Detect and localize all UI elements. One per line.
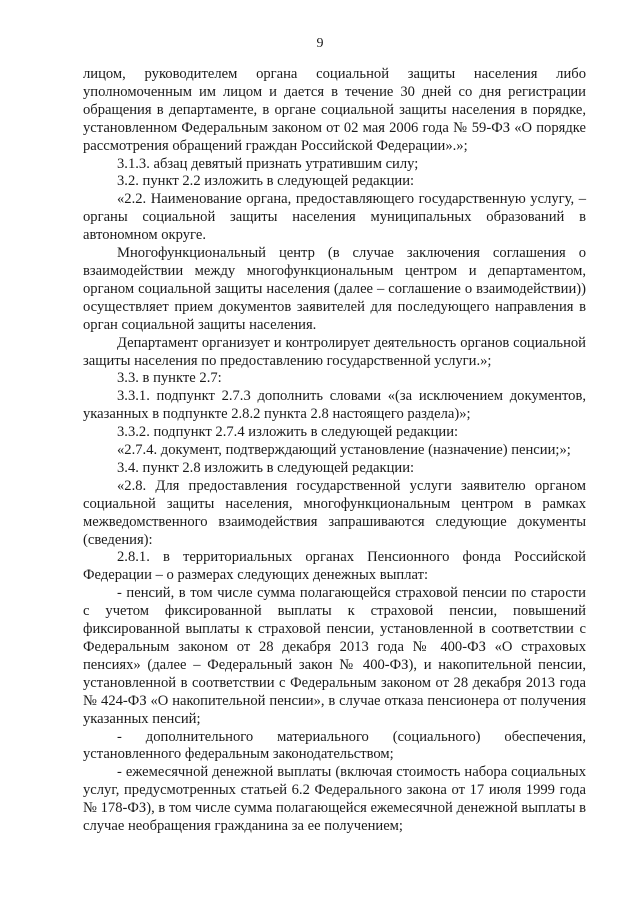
paragraph-3-3: 3.3. в пункте 2.7: bbox=[117, 370, 222, 387]
paragraph-department: Департамент организует и контролирует деятельность органов социальной защиты населения по предоставлению государственной услуги.»; bbox=[83, 334, 586, 369]
list-item-additional-support: - дополнительного материального (социального) обеспечения, установленного федеральным законодательством; bbox=[83, 728, 586, 763]
paragraph-continuation: лицом, руководителем органа социальной защиты населения либо уполномоченным им лицом и дается в течение 30 дней со дня регистрации обращения в департаменте, в органе социальной защиты населения в порядке, установленном Федеральным законом от 02 мая 2006 года № 59-ФЗ «О порядке рассмотрения обращений граждан Российской Федерации».»; bbox=[83, 66, 586, 154]
paragraph-3-3-2: 3.3.2. подпункт 2.7.4 изложить в следующей редакции: bbox=[117, 424, 459, 441]
paragraph-3-2: 3.2. пункт 2.2 изложить в следующей редакции: bbox=[117, 173, 415, 190]
paragraph-3-1-3: 3.1.3. абзац девятый признать утратившим силу; bbox=[117, 155, 419, 172]
paragraph-3-3-1: 3.3.1. подпункт 2.7.3 дополнить словами «(за исключением документов, указанных в подпункте 2.8.2 пункта 2.8 настоящего раздела)»; bbox=[83, 388, 586, 423]
paragraph-3-4: 3.4. пункт 2.8 изложить в следующей редакции: bbox=[117, 459, 415, 476]
paragraph-2-8: «2.8. Для предоставления государственной услуги заявителю органом социальной защиты населения, многофункциональным центром в рамках межведомственного взаимодействия запрашиваются следующие документы (сведения): bbox=[83, 477, 586, 548]
list-item-pensions: - пенсий, в том числе сумма полагающейся страховой пенсии по старости с учетом фиксированной выплаты к страховой пенсии, повышений фиксированной выплаты к страховой пенсии, установленной в соответствии с Федеральным законом от 28 декабря 2013 года № 400-ФЗ «О страховых пенсиях» (далее – Федеральный закон № 400-ФЗ), и накопительной пенсии, установленной в соответствии с Федеральным законом от 28 декабря 2013 года № 424-ФЗ «О накопительной пенсии», в случае отказа пенсионера от получения указанных пенсий; bbox=[83, 585, 586, 727]
paragraph-2-7-4: «2.7.4. документ, подтверждающий установление (назначение) пенсии;»; bbox=[117, 442, 571, 459]
paragraph-2-8-1: 2.8.1. в территориальных органах Пенсионного фонда Российской Федерации – о размерах следующих денежных выплат: bbox=[83, 549, 586, 584]
paragraph-2-2: «2.2. Наименование органа, предоставляющего государственную услугу, – органы социальной защиты населения муниципальных образований в автономном округе. bbox=[83, 191, 586, 244]
document-body bbox=[83, 66, 586, 836]
page-number: 9 bbox=[316, 36, 324, 51]
list-item-monthly-payment: - ежемесячной денежной выплаты (включая стоимость набора социальных услуг, предусмотренных статьей 6.2 Федерального закона от 17 июля 1999 года № 178-ФЗ), в том числе сумма полагающейся ежемесячной денежной выплаты в случае необращения гражданина за ее получением; bbox=[83, 764, 586, 835]
paragraph-mfc: Многофункциональный центр (в случае заключения соглашения о взаимодействии между многофункциональным центром и департаментом, органом социальной защиты населения (далее – соглашение о взаимодействии)) осуществляет прием документов заявителей для последующего направления в орган социальной защиты населения. bbox=[83, 245, 586, 333]
